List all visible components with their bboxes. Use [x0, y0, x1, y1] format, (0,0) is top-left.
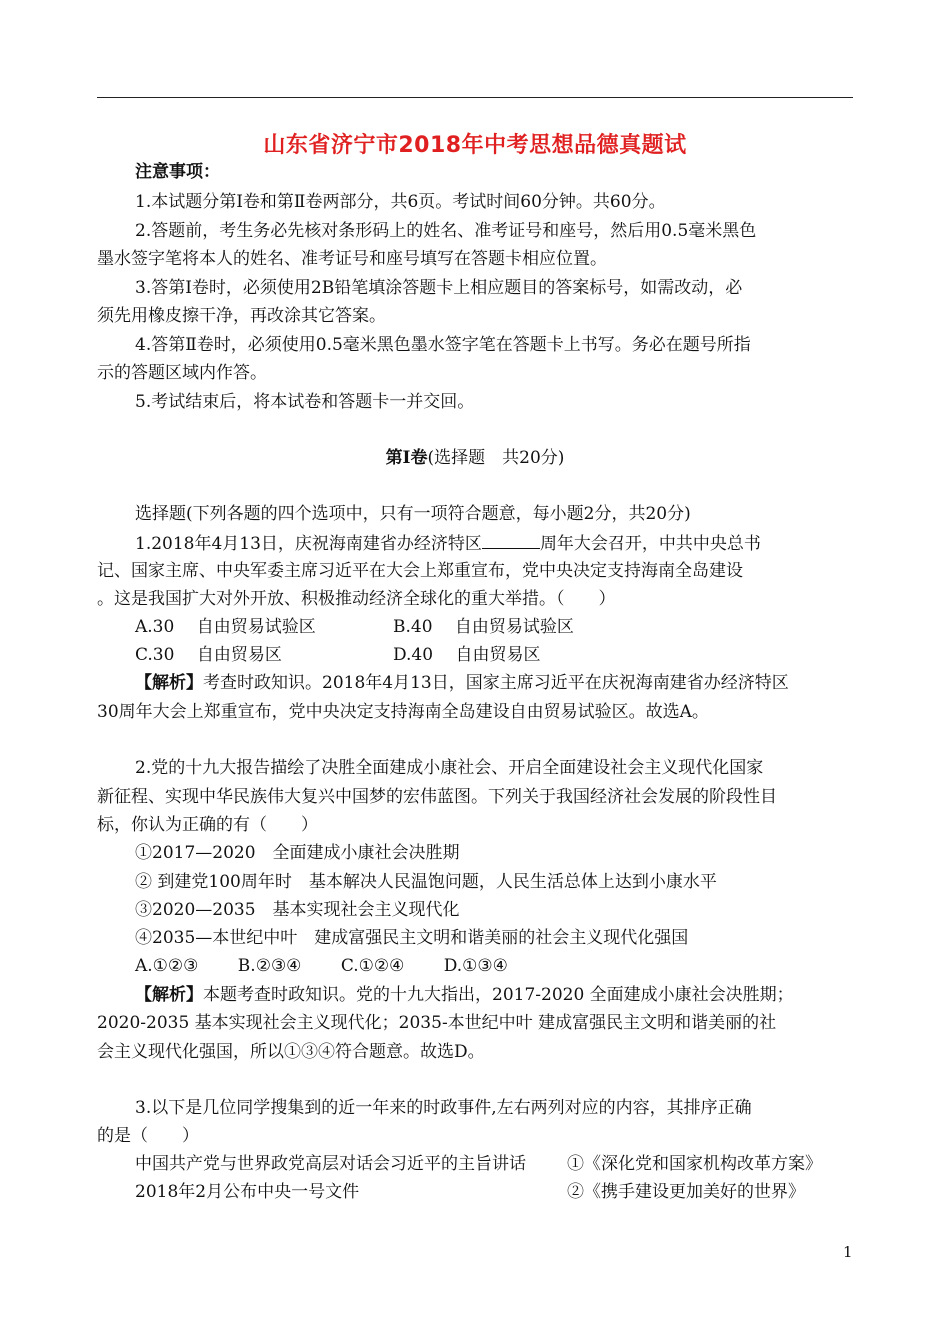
q1-option-a: A.30 自由贸易试验区: [135, 617, 316, 637]
analysis-label: 【解析】: [135, 985, 203, 1005]
q3-row2-left: 2018年2月公布中央一号文件: [135, 1182, 360, 1202]
q1-option-c: C.30 自由贸易区: [135, 645, 282, 665]
section-title-rest: (选择题 共20分): [427, 448, 565, 468]
q2-analysis-2: 2020-2035 基本实现社会主义现代化；2035-本世纪中叶 建成富强民主文明和谐美丽的社: [97, 1013, 777, 1033]
q1-option-b: B.40 自由贸易试验区: [393, 617, 574, 637]
q2-analysis-1: [135, 985, 794, 1005]
analysis-label: 【解析】: [135, 673, 203, 693]
q1-analysis-2: 30周年大会上郑重宣布，党中央决定支持海南全岛建设自由贸易试验区。故选A。: [97, 702, 709, 722]
notice-5: 5.考试结束后，将本试卷和答题卡一并交回。: [135, 392, 475, 412]
q1-analysis-text: 考查时政知识。2018年4月13日，国家主席习近平在庆祝海南建省办经济特区: [203, 673, 789, 693]
q3-row2-right: ②《携手建设更加美好的世界》: [567, 1182, 805, 1202]
q2-item-4: ④2035—本世纪中叶 建成富强民主文明和谐美丽的社会主义现代化强国: [135, 928, 689, 948]
page-number: 1: [843, 1243, 853, 1261]
q1-line3: 。这是我国扩大对外开放、积极推动经济全球化的重大举措。（ ）: [97, 589, 616, 609]
q2-analysis-3: 会主义现代化强国，所以①③④符合题意。故选D。: [97, 1042, 485, 1062]
q1-line1a: 1.2018年4月13日，庆祝海南建省办经济特区: [135, 534, 482, 554]
notice-heading: 注意事项：: [135, 162, 220, 182]
notice-4-cont: 示的答题区域内作答。: [97, 363, 267, 383]
q1-analysis-1: [135, 673, 789, 693]
q2-item-1: ①2017—2020 全面建成小康社会决胜期: [135, 843, 460, 863]
header-rule: [97, 97, 853, 98]
notice-1: 1.本试题分第Ⅰ卷和第Ⅱ卷两部分，共6页。考试时间60分钟。共60分。: [135, 192, 666, 212]
notice-4: 4.答第Ⅱ卷时，必须使用0.5毫米黑色墨水签字笔在答题卡上书写。务必在题号所指: [135, 335, 751, 355]
notice-3-cont: 须先用橡皮擦干净，再改涂其它答案。: [97, 306, 386, 326]
q2-line1: 2.党的十九大报告描绘了决胜全面建成小康社会、开启全面建设社会主义现代化国家: [135, 758, 764, 778]
answer-blank: [482, 533, 540, 549]
q3-line1: 3.以下是几位同学搜集到的近一年来的时政事件,左右两列对应的内容，其排序正确: [135, 1098, 752, 1118]
document-title: 山东省济宁市2018年中考思想品德真题试: [263, 133, 687, 158]
section-title: [0, 448, 950, 468]
q2-options: A.①②③ B.②③④ C.①②④ D.①③④: [135, 956, 508, 976]
notice-2-cont: 墨水签字笔将本人的姓名、准考证号和座号填写在答题卡相应位置。: [97, 249, 607, 269]
instructions: 选择题(下列各题的四个选项中，只有一项符合题意，每小题2分，共20分): [135, 504, 691, 524]
q1-line2: 记、国家主席、中央军委主席习近平在大会上郑重宣布，党中央决定支持海南全岛建设: [97, 561, 743, 581]
q1-option-d: D.40 自由贸易区: [393, 645, 541, 665]
q3-row1-right: ①《深化党和国家机构改革方案》: [567, 1154, 822, 1174]
q2-item-2: ② 到建党100周年时 基本解决人民温饱问题，人民生活总体上达到小康水平: [135, 872, 717, 892]
q3-row1-left: 中国共产党与世界政党高层对话会习近平的主旨讲话: [135, 1154, 526, 1174]
notice-2: 2.答题前，考生务必先核对条形码上的姓名、准考证号和座号，然后用0.5毫米黑色: [135, 221, 757, 241]
q3-line2: 的是（ ）: [97, 1126, 199, 1146]
section-title-bold: 第Ⅰ卷: [385, 448, 428, 468]
q2-line2: 新征程、实现中华民族伟大复兴中国梦的宏伟蓝图。下列关于我国经济社会发展的阶段性目: [97, 787, 777, 807]
q2-item-3: ③2020—2035 基本实现社会主义现代化: [135, 900, 460, 920]
notice-3: 3.答第Ⅰ卷时，必须使用2B铅笔填涂答题卡上相应题目的答案标号，如需改动，必: [135, 278, 743, 298]
q1-line1b: 周年大会召开，中共中央总书: [539, 534, 761, 554]
q1-line1: [135, 533, 761, 554]
q2-line3: 标，你认为正确的有（ ）: [97, 815, 318, 835]
q2-analysis-text: 本题考查时政知识。党的十九大指出，2017-2020 全面建成小康社会决胜期；: [203, 985, 794, 1005]
